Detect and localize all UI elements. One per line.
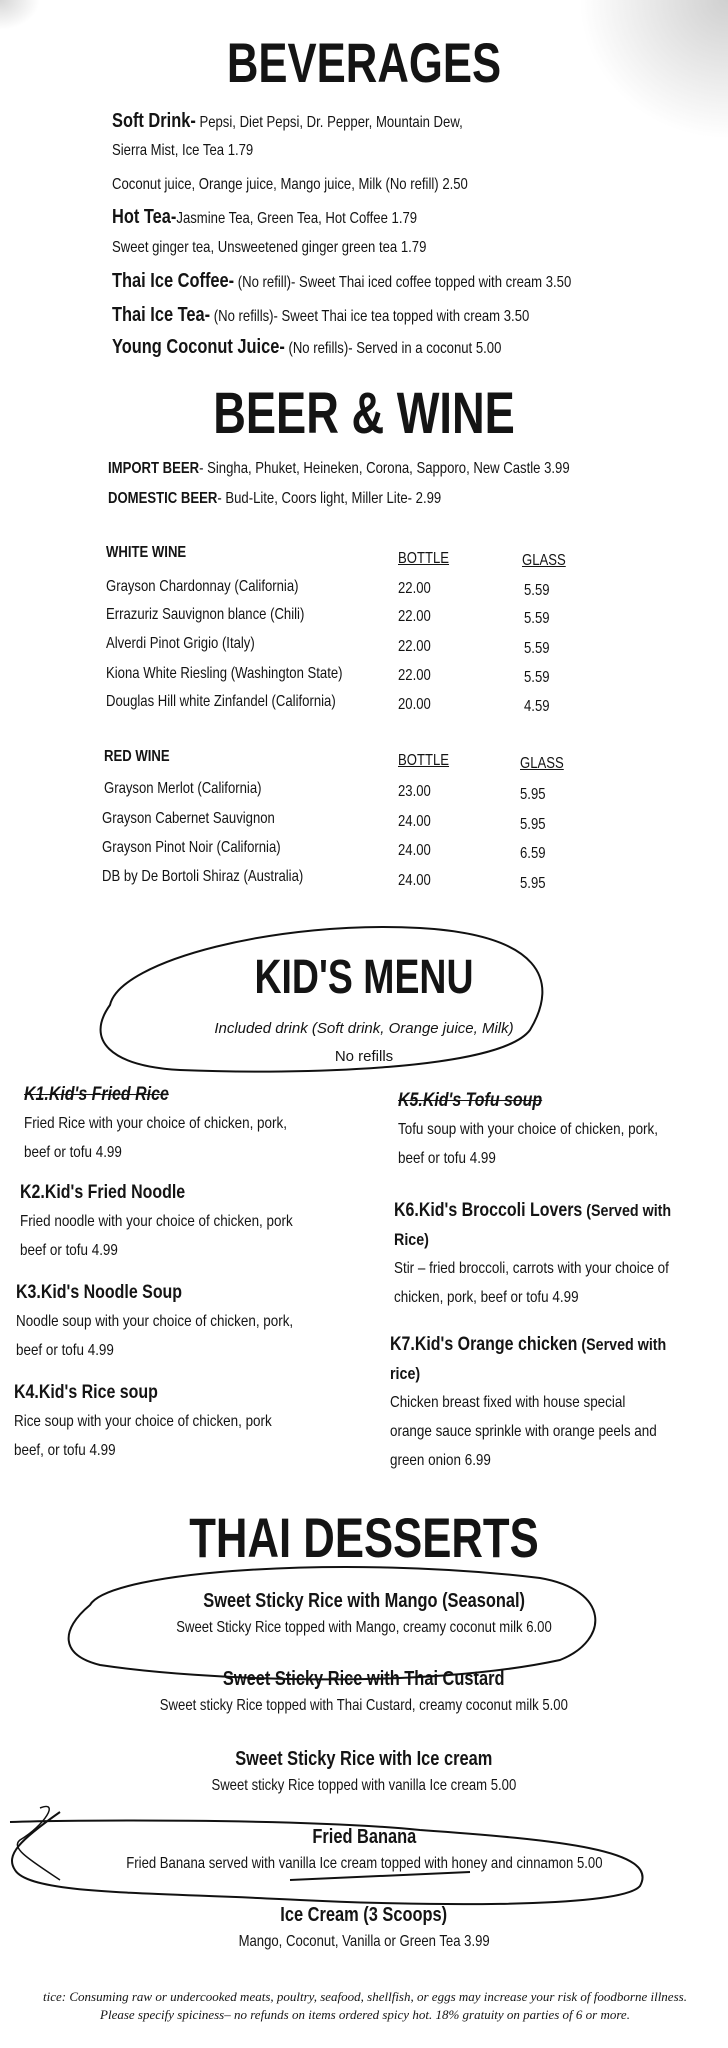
bottle-column-label: BOTTLE: [398, 550, 450, 567]
kids-item: [24, 1080, 301, 1167]
dessert-name: Sweet Sticky Rice with Ice cream: [235, 1748, 493, 1770]
beverage-line: [112, 176, 468, 194]
dessert-desc: Sweet sticky Rice topped with Thai Custard, creamy coconut milk 5.00: [159, 1697, 569, 1714]
wine-name: Grayson Cabernet Sauvignon: [102, 810, 275, 827]
kids-item-name: K4.Kid's Rice soup: [14, 1382, 158, 1403]
wine-glass-price: 5.59: [524, 640, 550, 657]
kids-menu-title: KID'S MENU: [254, 951, 474, 1004]
beverage-text: Pepsi, Diet Pepsi, Dr. Pepper, Mountain Dew,: [195, 114, 463, 131]
kids-item-desc: Fried noodle with your choice of chicken, pork beef or tofu 4.99: [20, 1213, 293, 1259]
dessert-item: [0, 1748, 728, 1795]
beverage-text: (No refills)- Sweet Thai ice tea topped with cream 3.50: [210, 308, 530, 325]
wine-glass-price: 5.59: [524, 582, 550, 599]
wine-name: Douglas Hill white Zinfandel (California): [106, 693, 336, 710]
kids-item-desc: Fried Rice with your choice of chicken, pork, beef or tofu 4.99: [24, 1115, 287, 1161]
kids-item: [20, 1178, 297, 1265]
beverage-text: Sierra Mist, Ice Tea 1.79: [112, 142, 254, 159]
dessert-name: Ice Cream (3 Scoops): [280, 1904, 448, 1926]
beverage-label: Hot Tea-: [112, 206, 177, 228]
dessert-item: [0, 1590, 728, 1637]
wine-bottle-price: 23.00: [398, 783, 431, 800]
wine-name: Kiona White Riesling (Washington State): [106, 665, 343, 682]
wine-bottle-price: 22.00: [398, 667, 431, 684]
bottle-column-label: BOTTLE: [398, 752, 450, 769]
beverage-text: (No refill)- Sweet Thai iced coffee topped with cream 3.50: [234, 274, 572, 291]
beverage-line: [112, 142, 253, 160]
beverage-line: [112, 239, 426, 257]
kids-item-desc: Rice soup with your choice of chicken, pork beef, or tofu 4.99: [14, 1413, 272, 1459]
domestic-beer-label: DOMESTIC BEER: [108, 490, 218, 507]
beverage-line: [112, 110, 463, 133]
kids-item-name: K3.Kid's Noodle Soup: [16, 1282, 183, 1303]
kids-item-name: K2.Kid's Fried Noodle: [20, 1182, 186, 1203]
kids-item-note: (Served with rice): [390, 1335, 667, 1383]
kids-item-name-text: K6.Kid's Broccoli Lovers: [394, 1200, 583, 1221]
beverage-line: [112, 270, 571, 293]
import-beer-text: - Singha, Phuket, Heineken, Corona, Sapporo, New Castle 3.99: [199, 460, 570, 477]
domestic-beer-text: - Bud-Lite, Coors light, Miller Lite- 2.99: [217, 490, 442, 507]
wine-name: Errazuriz Sauvignon blance (Chili): [106, 606, 305, 623]
glass-column-label: GLASS: [520, 755, 564, 772]
import-beer-line: [108, 460, 570, 478]
kids-included-drink-text: Included drink (Soft drink, Orange juice, Milk): [214, 1020, 514, 1037]
wine-glass-price: 5.95: [520, 816, 546, 833]
glass-column-label: GLASS: [522, 552, 566, 569]
white-wine-heading: WHITE WINE: [106, 544, 187, 561]
wine-name: Grayson Pinot Noir (California): [102, 839, 281, 856]
kids-item-name: [390, 1330, 667, 1388]
beverage-label: Thai Ice Tea-: [112, 304, 211, 326]
beverage-text: (No refills)- Served in a coconut 5.00: [284, 340, 502, 357]
dessert-desc: Sweet sticky Rice topped with vanilla Ice cream 5.00: [211, 1777, 517, 1794]
beverage-label: Soft Drink-: [112, 110, 196, 132]
beverage-label: Thai Ice Coffee-: [112, 270, 235, 292]
kids-item-note: (Served with Rice): [394, 1201, 672, 1249]
dessert-desc: Mango, Coconut, Vanilla or Green Tea 3.99: [238, 1933, 490, 1950]
wine-glass-price: 4.59: [524, 698, 550, 715]
wine-bottle-price: 22.00: [398, 580, 431, 597]
dessert-name: Sweet Sticky Rice with Mango (Seasonal): [203, 1590, 525, 1612]
kids-item-name: [394, 1196, 684, 1254]
kids-no-refills: No refills: [334, 1048, 394, 1065]
wine-glass-price: 5.59: [524, 610, 550, 627]
wine-bottle-price: 24.00: [398, 842, 431, 859]
banana-strikethrough: [290, 1872, 470, 1880]
scan-smudge: [0, 0, 40, 30]
wine-bottle-price: 22.00: [398, 638, 431, 655]
wine-name: Alverdi Pinot Grigio (Italy): [106, 635, 255, 652]
wine-bottle-price: 22.00: [398, 608, 431, 625]
kids-item: [398, 1086, 675, 1173]
beverage-label: Young Coconut Juice-: [112, 336, 285, 358]
kids-included-drink: [0, 1020, 728, 1037]
kids-item: [394, 1196, 684, 1312]
red-wine-heading: RED WINE: [104, 748, 170, 765]
kids-item-desc: Chicken breast fixed with house special orange sauce sprinkle with orange peels and green onion 6.99: [390, 1394, 657, 1469]
dessert-desc: Fried Banana served with vanilla Ice cream topped with honey and cinnamon 5.00: [125, 1855, 603, 1872]
beverage-text: Sweet ginger tea, Unsweetened ginger green tea 1.79: [112, 239, 427, 256]
wine-name: DB by De Bortoli Shiraz (Australia): [102, 868, 304, 885]
kids-item: [14, 1378, 291, 1465]
kids-item: [16, 1278, 293, 1365]
wine-glass-price: 5.95: [520, 786, 546, 803]
beverage-line: [112, 206, 417, 229]
dessert-desc: Sweet Sticky Rice topped with Mango, creamy coconut milk 6.00: [176, 1619, 552, 1636]
wine-bottle-price: 24.00: [398, 813, 431, 830]
dessert-item: [0, 1668, 728, 1715]
kids-item-name-text: K7.Kid's Orange chicken: [390, 1334, 578, 1355]
beverage-text: Jasmine Tea, Green Tea, Hot Coffee 1.79: [176, 210, 418, 227]
wine-glass-price: 5.59: [524, 669, 550, 686]
kids-item-name: K5.Kid's Tofu soup: [398, 1090, 543, 1111]
beer-wine-title: BEER & WINE: [213, 381, 515, 446]
wine-glass-price: 6.59: [520, 845, 546, 862]
dessert-name: Sweet Sticky Rice with Thai Custard: [223, 1668, 505, 1690]
food-safety-notice: [0, 1988, 728, 2024]
beverage-text: Coconut juice, Orange juice, Mango juice, Milk (No refill) 2.50: [112, 176, 468, 193]
desserts-title: THAI DESSERTS: [189, 1506, 539, 1569]
wine-name: Grayson Chardonnay (California): [106, 578, 299, 595]
kids-item-desc: Tofu soup with your choice of chicken, pork, beef or tofu 4.99: [398, 1121, 658, 1167]
dessert-item: [0, 1826, 728, 1873]
notice-line-2: Please specify spiciness– no refunds on items ordered spicy hot. 18% gratuity on parties of 6 or more.: [100, 2007, 630, 2022]
kids-item-desc: Stir – fried broccoli, carrots with your choice of chicken, pork, beef or tofu 4.99: [394, 1260, 669, 1306]
wine-name: Grayson Merlot (California): [104, 780, 262, 797]
import-beer-label: IMPORT BEER: [108, 460, 200, 477]
domestic-beer-line: [108, 490, 441, 508]
notice-line-1: tice: Consuming raw or undercooked meats, poultry, seafood, shellfish, or eggs may increase your risk of foodborne illness.: [43, 1989, 687, 2004]
beverages-title: BEVERAGES: [226, 31, 502, 94]
wine-bottle-price: 20.00: [398, 696, 431, 713]
kids-item-desc: Noodle soup with your choice of chicken, pork, beef or tofu 4.99: [16, 1313, 294, 1359]
kids-item-name: K1.Kid's Fried Rice: [24, 1084, 169, 1105]
beverage-line: [112, 304, 529, 327]
kids-item: [390, 1330, 667, 1475]
dessert-item: [0, 1904, 728, 1951]
wine-bottle-price: 24.00: [398, 872, 431, 889]
dessert-name: Fried Banana: [312, 1826, 416, 1848]
wine-glass-price: 5.95: [520, 875, 546, 892]
beverage-line: [112, 336, 501, 359]
